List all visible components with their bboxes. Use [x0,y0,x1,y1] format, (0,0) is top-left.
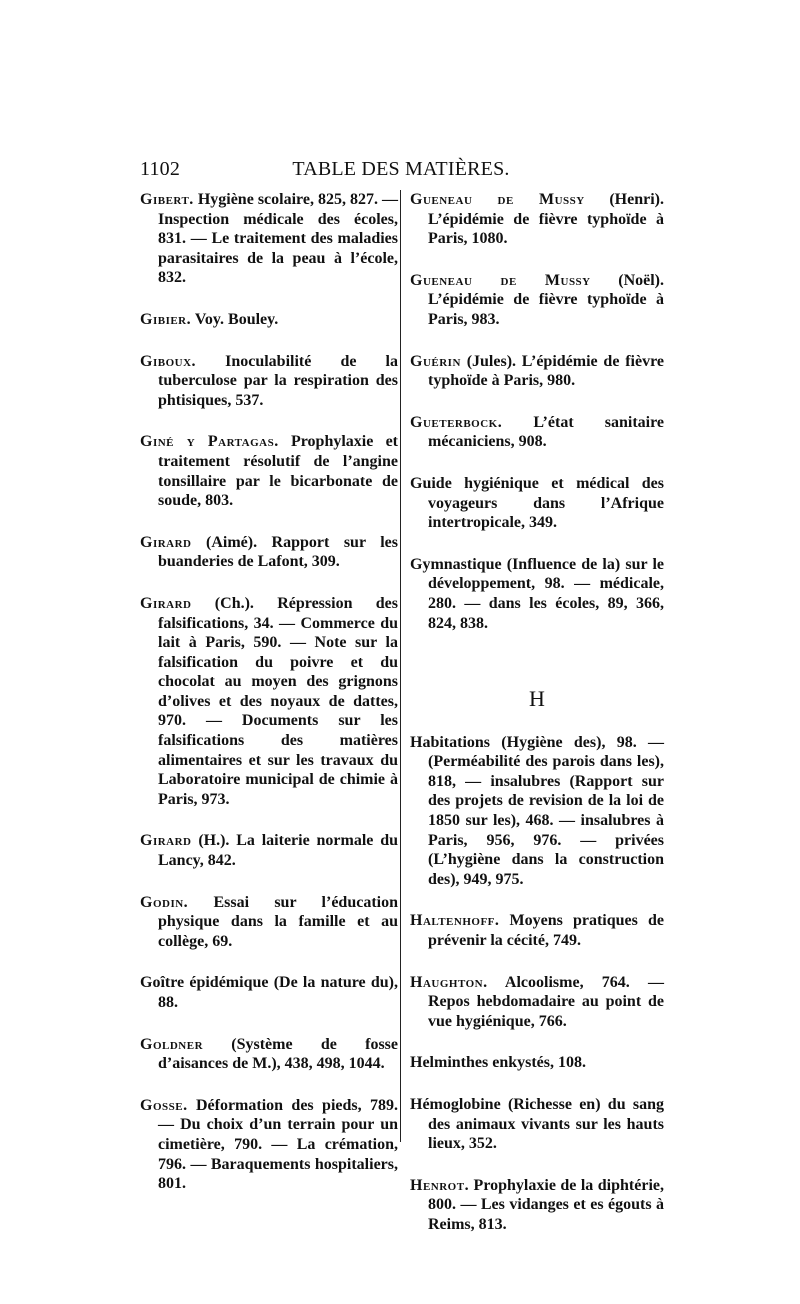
index-entry [410,190,664,249]
index-entry [410,474,664,533]
index-entry [410,271,664,330]
column-divider [400,190,401,1142]
entry-heading: Gosse. [140,1096,188,1114]
index-entry [140,1096,398,1194]
entry-text: Prophylaxie et traitement résolutif de l’angine tonsillaire par le bicarbonate de soude, 803. [158,433,398,510]
entry-text: (H.). La laiterie normale du Lancy, 842. [158,832,398,870]
running-header [140,158,662,182]
entry-heading: Henrot. [410,1176,470,1194]
index-entry [140,893,398,952]
entry-heading: Girard [140,533,192,551]
index-entry [140,310,398,330]
running-title: TABLE DES MATIÈRES. [292,158,510,180]
index-entry [140,432,398,510]
entry-heading: Haughton. [410,973,488,991]
index-entry [410,1053,664,1073]
entry-text: Alcoolisme, 764. — Repos hebdomadaire au point de vue hygiénique, 766. [428,973,664,1030]
section-letter: H [529,686,545,712]
left-column [140,190,398,1216]
entry-text: (Jules). L’épidémie de fièvre typhoïde à Paris, 980. [428,352,664,390]
page-number: 1102 [140,158,181,180]
h-entries [410,733,664,1235]
entry-heading: Goldner [140,1035,204,1053]
g-entries [410,190,664,633]
index-entry [410,733,664,890]
entry-text: Moyens pratiques de prévenir la cécité, 749. [428,912,664,950]
entry-text: (Henri). L’épidémie de fièvre typhoïde à Paris, 1080. [428,191,664,248]
entry-heading: Gibert. [140,191,194,208]
entry-heading: Girard [140,832,192,850]
entry-text: Hémoglobine (Richesse en) du sang des animaux vivants sur les hauts lieux, 352. [410,1096,664,1153]
index-entry [410,911,664,950]
index-entry [410,555,664,633]
entry-text: Gymnastique (Influence de la) sur le développement, 98. — médicale, 280. — dans les écoles, 89, 366, 824, 838. [410,555,664,632]
index-entry [410,973,664,1032]
index-entry [140,1035,398,1074]
entry-text: (Ch.). Répression des falsifications, 34. — Commerce du lait à Paris, 590. — Note sur la falsification du poivre et du chocolat au moyen des grignons d’olives et des noyaux de dattes, 970. — Documents sur les falsifications des matières alimentaires et sur les travaux du Laboratoire municipal de chimie à Paris, 973. [158,594,398,808]
entry-text: Prophylaxie de la diphtérie, 800. — Les vidanges et es égouts à Reims, 813. [428,1176,664,1233]
entry-heading: Girard [140,594,192,612]
entry-text: Guide hygiénique et médical des voyageurs dans l’Afrique intertropicale, 349. [410,474,664,532]
entry-text: (Aimé). Rapport sur les buanderies de Lafont, 309. [158,533,398,571]
entry-heading: Godin. [140,893,189,911]
entry-text: Voy. Bouley. [191,310,279,328]
index-entry [140,831,398,870]
index-entry [140,533,398,572]
index-entry [410,352,664,391]
entry-text: Inoculabilité de la tuberculose par la respiration des phtisiques, 537. [158,352,398,409]
entry-text: (Système de fosse d’aisances de M.), 438, 498, 1044. [158,1035,398,1073]
entry-text: (Noël). L’épidémie de fièvre typhoïde à Paris, 983. [428,271,664,328]
entry-text: L’état sanitaire mécaniciens, 908. [428,413,664,451]
entry-text: Helminthes enkystés, 108. [410,1054,586,1072]
entry-heading: Gueneau de Mussy [410,271,591,289]
index-entry [140,594,398,810]
right-column [410,190,664,1257]
index-entry [410,1176,664,1235]
entry-text: Déformation des pieds, 789. — Du choix d’un terrain pour un cimetière, 790. — La crémation, 796. — Baraquements hospitaliers, 801. [158,1096,398,1193]
entry-heading: Haltenhoff. [410,912,500,930]
entry-text: Hygiène scolaire, 825, 827. — Inspection médicale des écoles, 831. — Le traitement des maladies parasitaires de la peau à l’école, 832. [158,191,398,287]
index-entry [410,413,664,452]
entry-text: Essai sur l’éducation physique dans la famille et au collège, 69. [158,893,398,950]
entry-text: Goître épidémique (De la nature du), 88. [140,974,398,1011]
entry-heading: Gueneau de Mussy [410,191,585,208]
index-entry [140,190,398,288]
entry-text: Habitations (Hygiène des), 98. — (Perméabilité des parois dans les), 818, — insalubres (Rapport sur des projets de revision de la loi de 1850 sur les), 468. — insalubres à Paris, 956, 976. — privées (L’hygiène dans la construction des), 949, 975. [410,733,664,888]
index-entry [410,1095,664,1154]
entry-heading: Gueterbock. [410,413,503,431]
index-entry [140,352,398,411]
entry-heading: Gibier. [140,310,192,328]
entry-heading: Giboux. [140,352,197,370]
entry-heading: Giné y Partagas. [140,433,279,451]
entry-heading: Guérin [410,352,461,370]
index-entry [140,973,398,1012]
